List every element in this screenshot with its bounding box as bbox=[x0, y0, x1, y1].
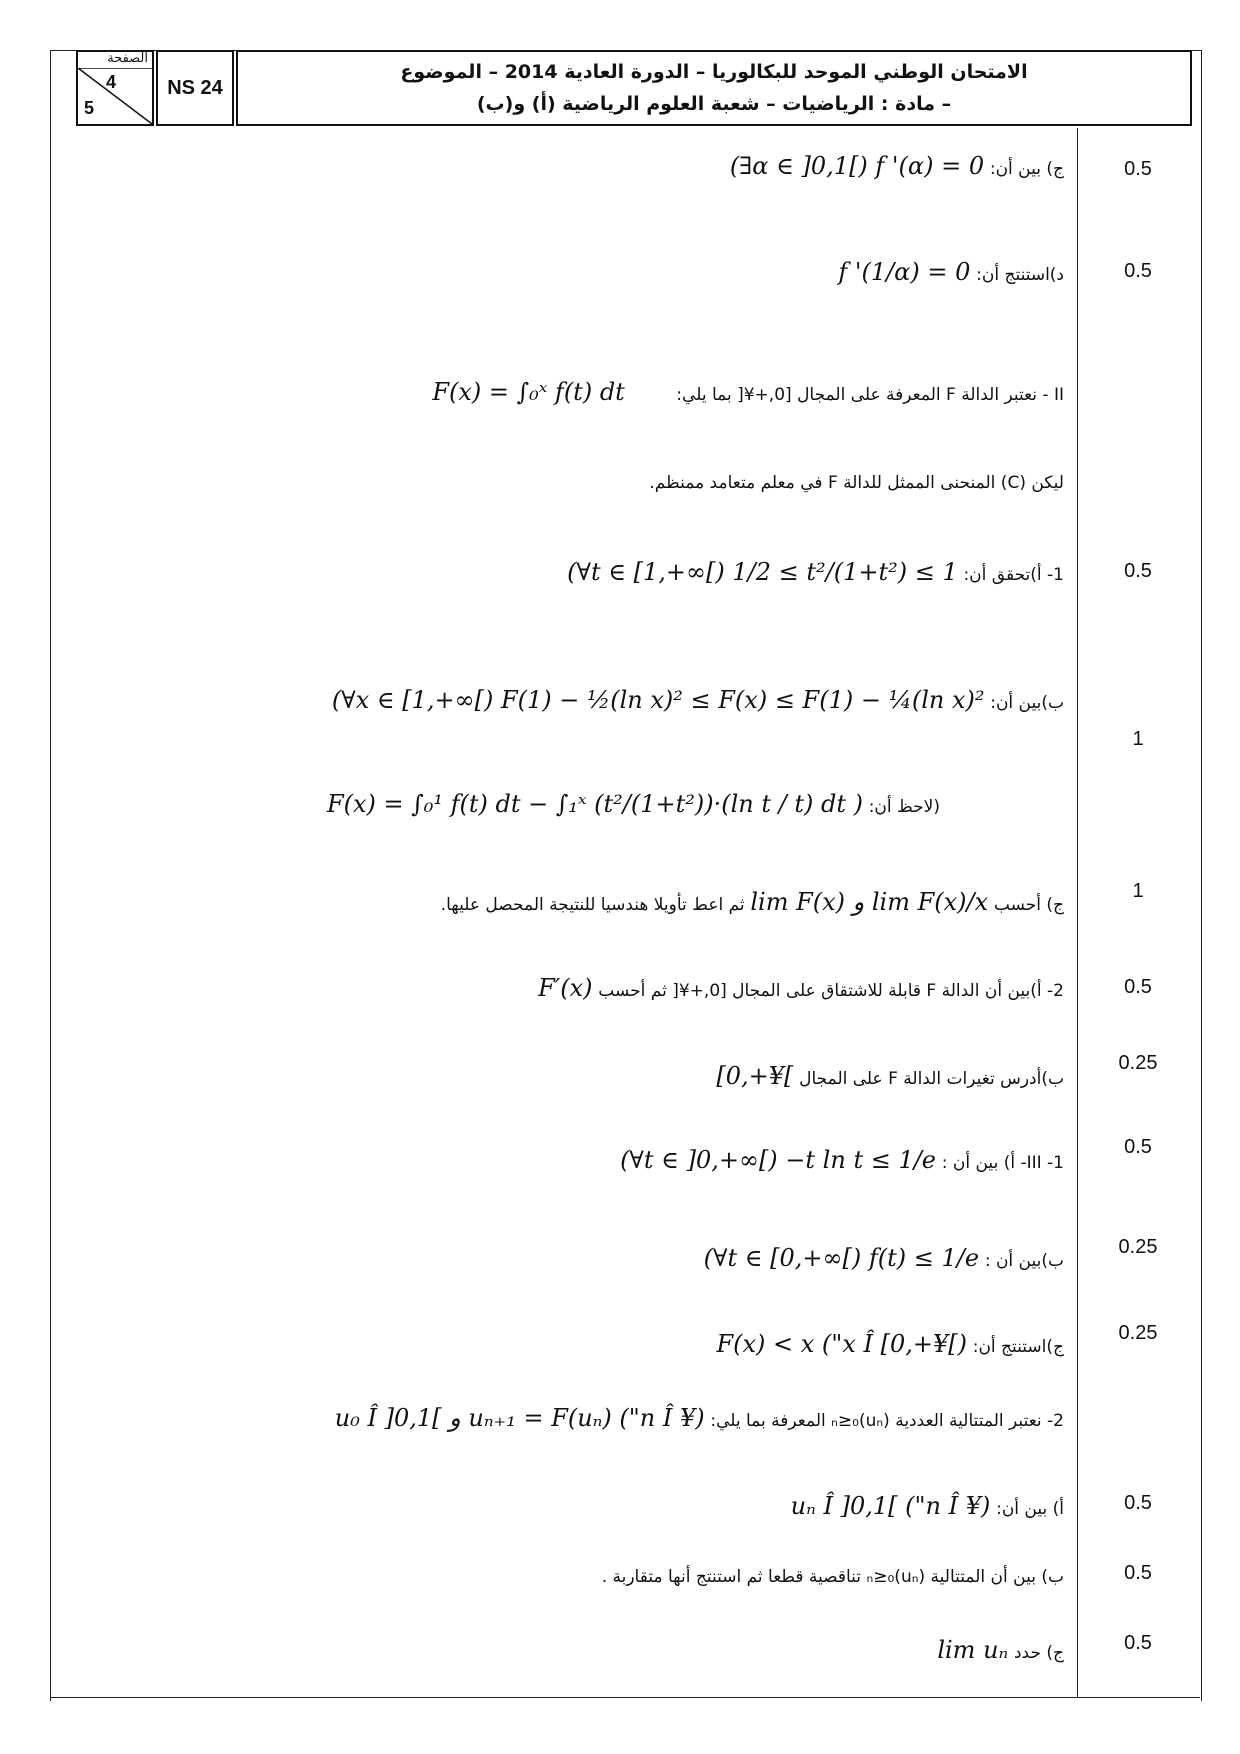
question-formula: (∃α ∈ ]0,1[) f '(α) = 0 bbox=[729, 152, 985, 180]
page-label: الصفحة bbox=[107, 51, 148, 66]
page-frame bbox=[50, 50, 1202, 1701]
points-value: 1 bbox=[1132, 880, 1144, 902]
question-c-alpha bbox=[60, 152, 1064, 180]
question-formula: lim uₙ bbox=[937, 1636, 1009, 1664]
question-2a-derivative bbox=[60, 974, 1064, 1002]
points-value: 0.25 bbox=[1118, 1322, 1158, 1344]
page-total: 5 bbox=[84, 98, 95, 118]
question-iii-2a bbox=[60, 1492, 1064, 1520]
exam-code: NS 24 bbox=[156, 50, 234, 126]
points-column-divider bbox=[1077, 128, 1078, 1697]
bottom-rule bbox=[50, 1697, 1200, 1698]
question-text: ب)بين أن : bbox=[984, 1251, 1064, 1271]
exam-title bbox=[236, 50, 1192, 126]
question-text: 2- أ)بين أن الدالة F قابلة للاشتقاق على المجال [0,+¥[ ثم أحسب bbox=[598, 981, 1064, 1001]
question-formula: F(x) = ∫₀¹ f(t) dt − ∫₁ˣ (t²/(1+t²))·(ln t / t) dt ) bbox=[326, 790, 863, 818]
question-text: ج) بين أن: bbox=[989, 159, 1064, 179]
question-text: د)استنتج أن: bbox=[976, 265, 1064, 285]
page-number-box bbox=[76, 50, 154, 126]
question-formula: [0,+¥[ bbox=[716, 1062, 794, 1090]
question-1c-limits bbox=[60, 888, 1064, 916]
question-formula: (∀t ∈ [0,+∞[) f(t) ≤ 1/e bbox=[703, 1244, 980, 1272]
question-iii-1a bbox=[60, 1146, 1064, 1174]
page-number: 4 bbox=[106, 72, 117, 92]
points-value: 1 bbox=[1132, 728, 1144, 750]
question-1b-hint bbox=[60, 790, 940, 818]
question-d-deduce bbox=[60, 258, 1064, 286]
question-iii-2b bbox=[60, 1566, 1064, 1587]
points-value: 0.25 bbox=[1118, 1052, 1158, 1074]
title-line-2: – مادة : الرياضيات – شعبة العلوم الرياضية (أ) و(ب) bbox=[476, 93, 952, 115]
question-text: ب)بين أن: bbox=[990, 693, 1064, 713]
question-formula: uₙ Î ]0,1[ ("n Î ¥) bbox=[790, 1492, 991, 1520]
question-text: III -1- أ) بين أن : bbox=[941, 1153, 1064, 1173]
question-formula: (∀x ∈ [1,+∞[) F(1) − ½(ln x)² ≤ F(x) ≤ F(1) − ¼(ln x)² bbox=[331, 686, 985, 714]
question-text: 1- أ)تحقق أن: bbox=[963, 565, 1064, 585]
question-formula: F(x) = ∫₀ˣ f(t) dt bbox=[432, 378, 625, 406]
question-text: ج)استنتج أن: bbox=[972, 1337, 1064, 1357]
question-text: ج) أحسب bbox=[993, 895, 1064, 915]
points-value: 0.5 bbox=[1124, 1136, 1152, 1158]
part-ii-intro bbox=[60, 378, 1064, 406]
question-text: ج) حدد bbox=[1013, 1643, 1064, 1663]
question-2b-variations bbox=[60, 1062, 1064, 1090]
question-formula: (∀t ∈ ]0,+∞[) −t ln t ≤ 1/e bbox=[620, 1146, 937, 1174]
points-value: 0.5 bbox=[1124, 260, 1152, 282]
question-text: أ) بين أن: bbox=[996, 1499, 1064, 1519]
question-text-tail: ثم اعط تأويلا هندسيا للنتيجة المحصل عليها. bbox=[440, 895, 745, 915]
points-value: 0.25 bbox=[1118, 1236, 1158, 1258]
question-text: 2- نعتبر المتتالية العددية (uₙ)ₙ≥₀ المعرفة بما يلي: bbox=[710, 1411, 1064, 1431]
points-value: 0.5 bbox=[1124, 158, 1152, 180]
question-text: (لاحظ أن: bbox=[868, 797, 940, 817]
question-formula: F(x) < x ("x Î [0,+¥[) bbox=[716, 1330, 967, 1358]
question-formula: f '(1/α) = 0 bbox=[838, 258, 971, 286]
question-iii-1c bbox=[60, 1330, 1064, 1358]
points-value: 0.5 bbox=[1124, 1632, 1152, 1654]
question-text: ب)أدرس تغيرات الدالة F على المجال bbox=[799, 1069, 1064, 1089]
question-text: ليكن (C) المنحنى الممثل للدالة F في معلم متعامد ممنظم. bbox=[649, 473, 1064, 493]
question-1a-verify bbox=[60, 558, 1064, 586]
question-iii-2c bbox=[60, 1636, 1064, 1664]
curve-definition bbox=[60, 472, 1064, 493]
points-value: 0.5 bbox=[1124, 1492, 1152, 1514]
question-formula: (∀t ∈ [1,+∞[) 1/2 ≤ t²/(1+t²) ≤ 1 bbox=[567, 558, 958, 586]
question-iii-1b bbox=[60, 1244, 1064, 1272]
points-value: 0.5 bbox=[1124, 976, 1152, 998]
question-text: ب) بين أن المتتالية (uₙ)ₙ≥₀ تناقصية قطعا ثم استنتج أنها متقاربة . bbox=[601, 1567, 1064, 1587]
question-formula: F′(x) bbox=[538, 974, 593, 1002]
points-value: 0.5 bbox=[1124, 560, 1152, 582]
question-formula: lim F(x) و lim F(x)/x bbox=[750, 888, 989, 916]
question-1b-inequality bbox=[60, 686, 1064, 714]
question-formula: u₀ Î ]0,1[ و uₙ₊₁ = F(uₙ) ("n Î ¥) bbox=[334, 1404, 705, 1432]
title-line-1: الامتحان الوطني الموحد للبكالوريا – الدورة العادية 2014 – الموضوع bbox=[400, 61, 1028, 83]
question-iii-2-sequence bbox=[60, 1404, 1064, 1432]
points-value: 0.5 bbox=[1124, 1562, 1152, 1584]
question-text: II - نعتبر الدالة F المعرفة على المجال [0,+¥[ بما يلي: bbox=[676, 385, 1064, 405]
